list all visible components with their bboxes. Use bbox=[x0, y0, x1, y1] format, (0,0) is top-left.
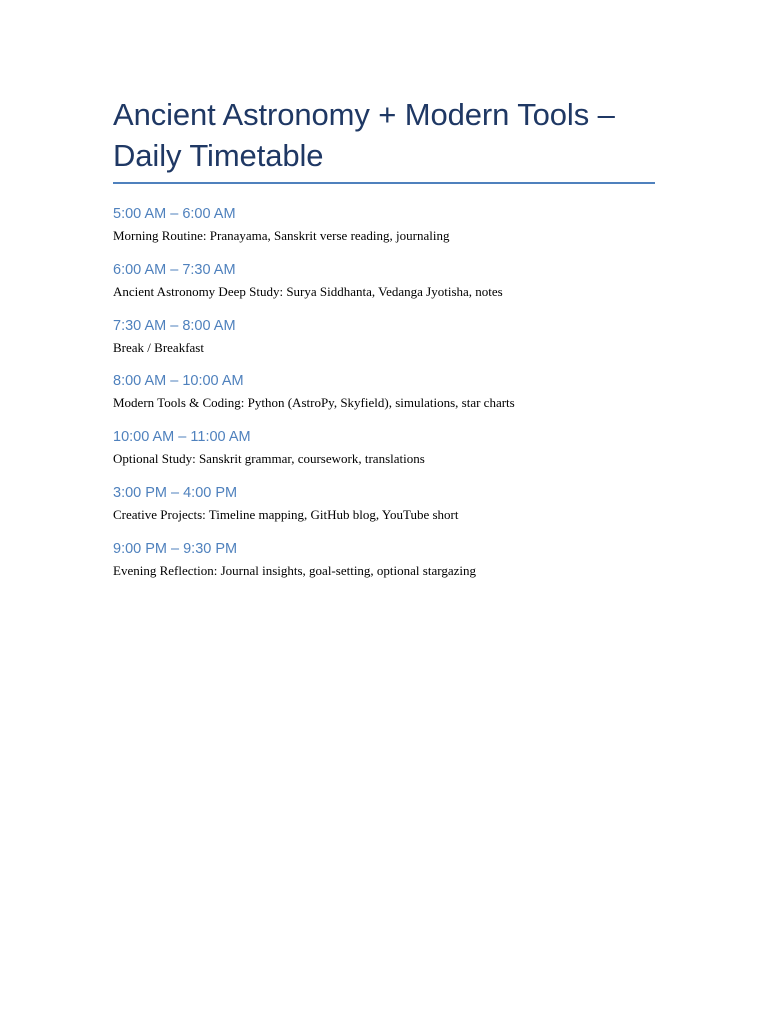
timetable-entry bbox=[113, 204, 655, 260]
activity-description: Modern Tools & Coding: Python (AstroPy, Skyfield), simulations, star charts bbox=[113, 395, 515, 411]
time-slot: 6:00 AM – 7:30 AM bbox=[113, 261, 236, 278]
timetable-entry bbox=[113, 371, 655, 427]
activity-description: Optional Study: Sanskrit grammar, coursework, translations bbox=[113, 451, 425, 467]
time-slot: 7:30 AM – 8:00 AM bbox=[113, 317, 236, 334]
activity-description: Break / Breakfast bbox=[113, 339, 204, 355]
time-slot: 3:00 PM – 4:00 PM bbox=[113, 484, 238, 501]
timetable-entry bbox=[113, 260, 655, 316]
timetable-entry bbox=[113, 483, 655, 539]
time-slot: 9:00 PM – 9:30 PM bbox=[113, 540, 238, 557]
activity-description: Ancient Astronomy Deep Study: Surya Siddhanta, Vedanga Jyotisha, notes bbox=[113, 283, 503, 299]
time-slot: 5:00 AM – 6:00 AM bbox=[113, 206, 236, 222]
activity-description: Creative Projects: Timeline mapping, GitHub blog, YouTube short bbox=[113, 506, 459, 522]
title-underline bbox=[113, 182, 655, 184]
timetable-entry bbox=[113, 316, 655, 372]
document-content bbox=[113, 0, 655, 595]
activity-description: Evening Reflection: Journal insights, goal-setting, optional stargazing bbox=[113, 562, 476, 578]
timetable-entry bbox=[113, 427, 655, 483]
document-title: Ancient Astronomy + Modern Tools – Daily Timetable bbox=[113, 97, 615, 173]
timetable-entry bbox=[113, 539, 655, 595]
time-slot: 10:00 AM – 11:00 AM bbox=[113, 429, 251, 446]
time-slot: 8:00 AM – 10:00 AM bbox=[113, 373, 244, 390]
activity-description: Morning Routine: Pranayama, Sanskrit verse reading, journaling bbox=[113, 228, 450, 243]
timetable bbox=[113, 204, 655, 595]
